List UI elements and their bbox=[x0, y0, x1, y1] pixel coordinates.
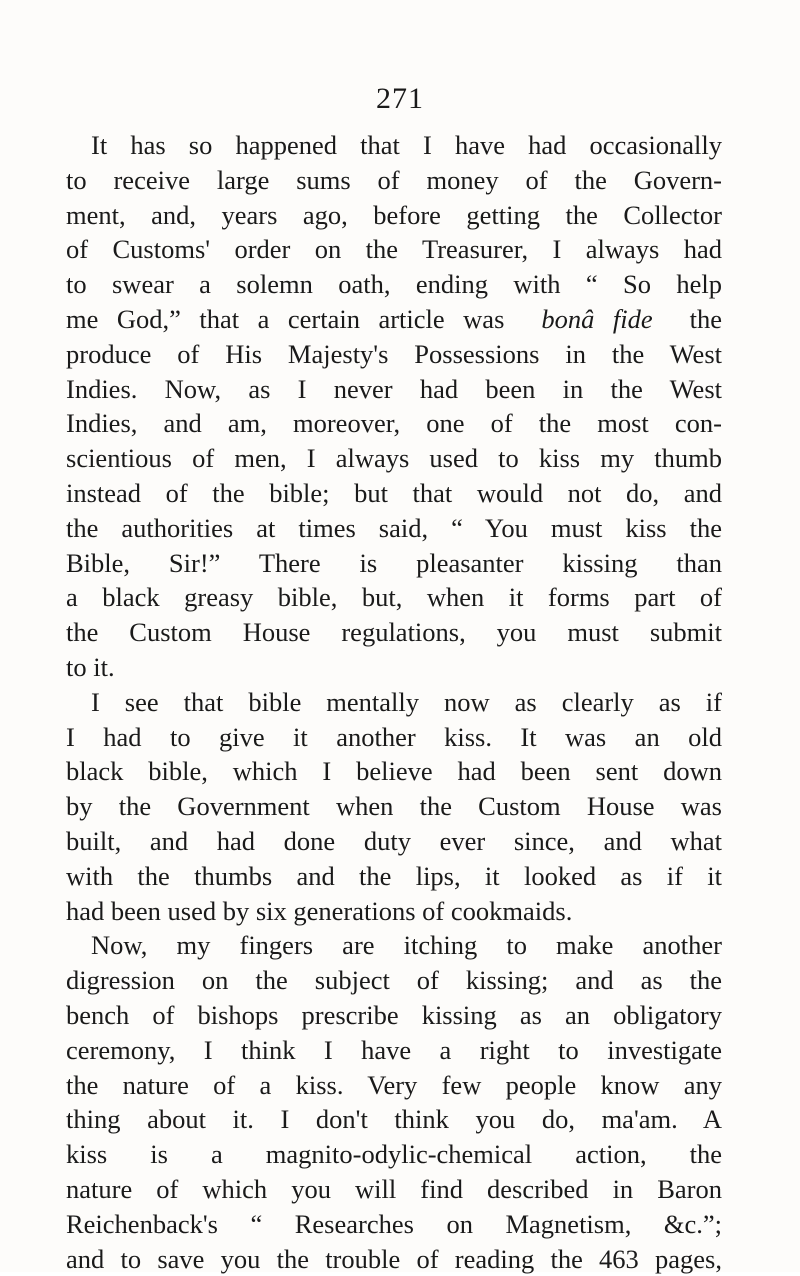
text-line: built, and had done duty ever since, and what bbox=[66, 824, 722, 859]
text-line: thing about it. I don't think you do, ma'am. A bbox=[66, 1102, 722, 1137]
text-line: the authorities at times said, “ You must kiss the bbox=[66, 511, 722, 546]
text-line bbox=[66, 302, 722, 337]
text-line: Indies. Now, as I never had been in the West bbox=[66, 372, 722, 407]
text-line: ceremony, I think I have a right to investigate bbox=[66, 1033, 722, 1068]
text-line: to it. bbox=[66, 650, 722, 685]
text-line: nature of which you will find described in Baron bbox=[66, 1172, 722, 1207]
text-segment: me God,” that a certain article was bbox=[66, 304, 523, 334]
page-number: 271 bbox=[0, 82, 800, 116]
text-line: Reichenback's “ Researches on Magnetism, &c.”; bbox=[66, 1207, 722, 1242]
text-line: to swear a solemn oath, ending with “ So help bbox=[66, 267, 722, 302]
text-line: and to save you the trouble of reading the 463 pages, bbox=[66, 1242, 722, 1276]
text-line: Indies, and am, moreover, one of the most con- bbox=[66, 406, 722, 441]
text-line: had been used by six generations of cookmaids. bbox=[66, 894, 722, 929]
text-line: instead of the bible; but that would not do, and bbox=[66, 476, 722, 511]
text-segment: the bbox=[671, 304, 722, 334]
text-line: ment, and, years ago, before getting the Collector bbox=[66, 198, 722, 233]
text-line: a black greasy bible, but, when it forms part of bbox=[66, 580, 722, 615]
text-line: the Custom House regulations, you must submit bbox=[66, 615, 722, 650]
text-line: produce of His Majesty's Possessions in the West bbox=[66, 337, 722, 372]
body-text bbox=[66, 128, 722, 1276]
text-line: scientious of men, I always used to kiss my thumb bbox=[66, 441, 722, 476]
text-line: kiss is a magnito-odylic-chemical action, the bbox=[66, 1137, 722, 1172]
text-line: the nature of a kiss. Very few people know any bbox=[66, 1068, 722, 1103]
text-line: digression on the subject of kissing; and as the bbox=[66, 963, 722, 998]
text-line: Now, my fingers are itching to make another bbox=[66, 928, 722, 963]
text-line: Bible, Sir!” There is pleasanter kissing than bbox=[66, 546, 722, 581]
text-line: bench of bishops prescribe kissing as an obligatory bbox=[66, 998, 722, 1033]
text-line: I see that bible mentally now as clearly as if bbox=[66, 685, 722, 720]
text-line: by the Government when the Custom House was bbox=[66, 789, 722, 824]
text-line: I had to give it another kiss. It was an old bbox=[66, 720, 722, 755]
text-line: It has so happened that I have had occasionally bbox=[66, 128, 722, 163]
text-line: to receive large sums of money of the Govern- bbox=[66, 163, 722, 198]
text-line: with the thumbs and the lips, it looked as if it bbox=[66, 859, 722, 894]
text-line: of Customs' order on the Treasurer, I always had bbox=[66, 232, 722, 267]
italic-phrase: bonâ fide bbox=[541, 304, 652, 334]
text-line: black bible, which I believe had been sent down bbox=[66, 754, 722, 789]
